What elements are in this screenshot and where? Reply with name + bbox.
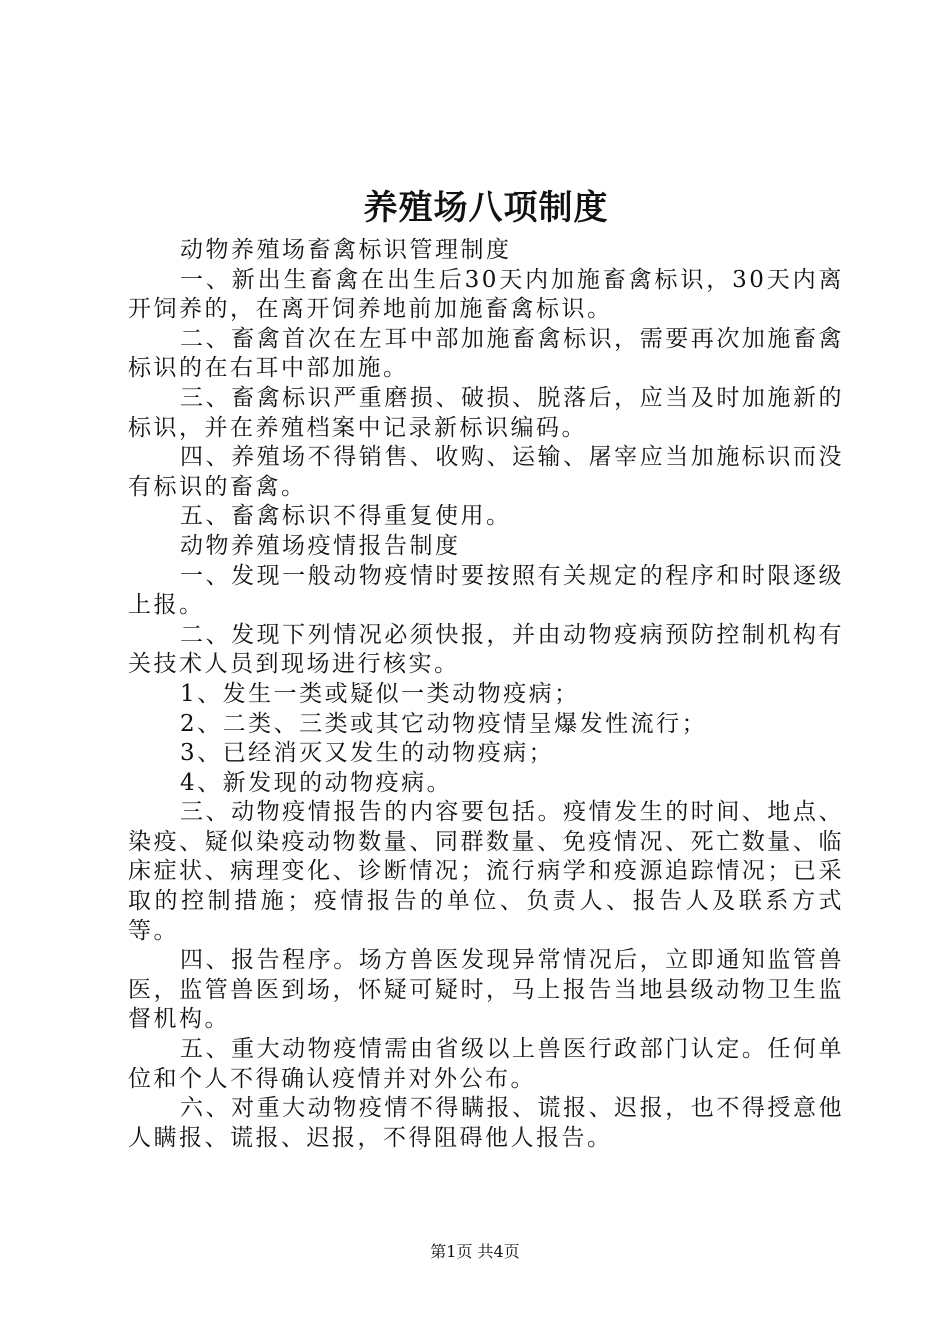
- page-number-footer: 第1页 共4页: [430, 1242, 520, 1261]
- section-heading-epidemic-report: 动物养殖场疫情报告制度: [180, 532, 461, 559]
- paragraph: 四、养殖场不得销售、收购、运输、屠宰应当加施标识而没有标识的畜禽。: [128, 444, 844, 500]
- list-item: 1、发生一类或疑似一类动物疫病；: [180, 680, 580, 707]
- paragraph: 二、发现下列情况必须快报，并由动物疫病预防控制机构有关技术人员到现场进行核实。: [128, 621, 844, 678]
- document-title: 养殖场八项制度: [363, 188, 609, 228]
- paragraph: 一、发现一般动物疫情时要按照有关规定的程序和时限逐级上报。: [128, 562, 844, 619]
- paragraph: 一、新出生畜禽在出生后30天内加施畜禽标识，30天内离开饲养的，在离开饲养地前加施畜禽标识。: [128, 266, 844, 323]
- section-heading-identification: 动物养殖场畜禽标识管理制度: [180, 237, 512, 263]
- paragraph: 三、动物疫情报告的内容要包括。疫情发生的时间、地点、染疫、疑似染疫动物数量、同群数量、免疫情况、死亡数量、临床症状、病理变化、诊断情况；流行病学和疫源追踪情况；已采取的控制措施；疫情报告的单位、负责人、报告人及联系方式等。: [128, 799, 844, 944]
- paragraph: 六、对重大动物疫情不得瞒报、谎报、迟报，也不得授意他人瞒报、谎报、迟报，不得阻碍他人报告。: [128, 1095, 844, 1151]
- paragraph: 二、畜禽首次在左耳中部加施畜禽标识，需要再次加施畜禽标识的在右耳中部加施。: [128, 325, 844, 382]
- list-item: 4、新发现的动物疫病。: [180, 769, 453, 796]
- paragraph: 四、报告程序。场方兽医发现异常情况后，立即通知监管兽医，监管兽医到场，怀疑可疑时，马上报告当地县级动物卫生监督机构。: [128, 947, 844, 1033]
- document-page: [128, 0, 844, 1344]
- paragraph: 五、重大动物疫情需由省级以上兽医行政部门认定。任何单位和个人不得确认疫情并对外公布。: [128, 1036, 844, 1092]
- document-body: [128, 236, 844, 1153]
- list-item: 2、二类、三类或其它动物疫情呈爆发性流行；: [180, 710, 708, 737]
- paragraph: 五、畜禽标识不得重复使用。: [180, 503, 512, 530]
- paragraph: 三、畜禽标识严重磨损、破损、脱落后，应当及时加施新的标识，并在养殖档案中记录新标识编码。: [128, 384, 844, 441]
- list-item: 3、已经消灭又发生的动物疫病；: [180, 740, 555, 767]
